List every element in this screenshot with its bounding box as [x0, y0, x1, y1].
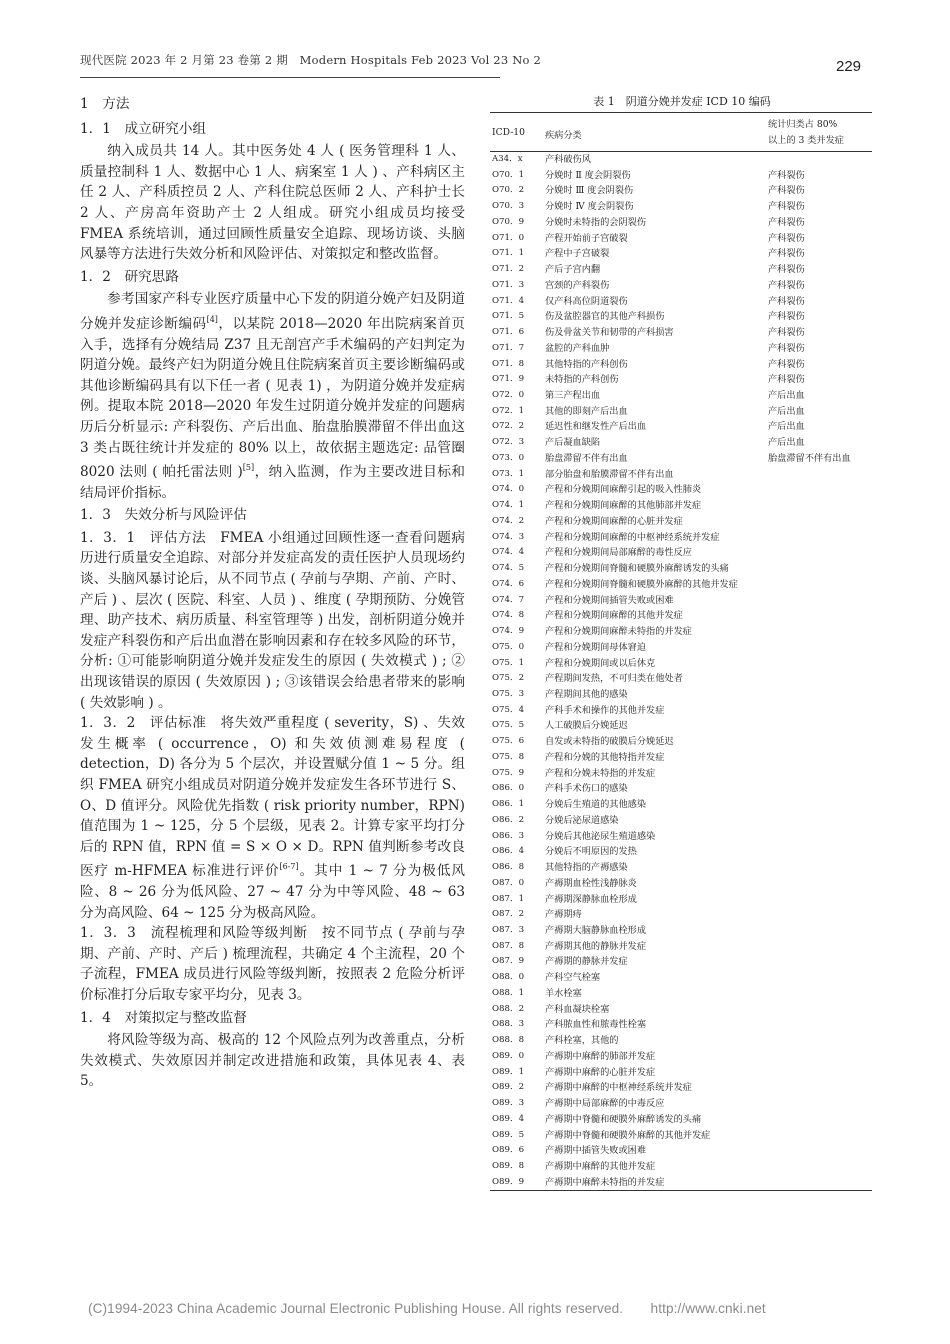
row-code: O87．2: [492, 909, 525, 920]
header-name: 疾病分类: [545, 130, 582, 141]
table-row: [490, 860, 872, 876]
paragraph: 将风险等级为高、极高的 12 个风险点列为改善重点，分析失效模式、失效原因并制定改进措施和政策，具体见表 4、表 5。: [80, 1032, 465, 1090]
row-name: 产褥期中麻醉的中枢神经系统并发症: [545, 1082, 692, 1094]
table-row: [490, 813, 872, 829]
table-row: [490, 372, 872, 388]
table-row: [490, 907, 872, 923]
row-name: 产程和分娩期间脊髓和硬膜外麻醉诱发的头痛: [545, 563, 729, 575]
table-row: [490, 514, 872, 530]
table-row: [490, 482, 872, 498]
row-category: 产后出血: [768, 390, 805, 402]
table-body: [490, 152, 872, 1190]
row-code: O89．1: [492, 1066, 525, 1077]
text-run: ，以某院 2018—2020 年出院病案首页入手，选择有分娩结局 Z37 且无剖宫产手术编码的产妇判定为阴道分娩。最终产妇为阴道分娩且住院病案首页主要诊断编码或其他诊断编码具有以下任一者 ( 见表 1) ，为阴道分娩并发症病例。提取本院 2018—2020 年发生过阴道分娩并发症的问题病历后分析显示: 产科裂伤、产后出血、胎盘胎膜滞留不伴出血这 3 类占既往统计并发症的 80% 以上，故依据主题选定: 品管圈 8020 法则 ( 帕托雷法则 ): [80, 315, 465, 481]
table-row: [490, 168, 872, 184]
table-row: [490, 1175, 872, 1191]
row-code: O75．0: [492, 641, 525, 652]
row-code: O71．8: [492, 358, 525, 369]
table-row: [490, 1049, 872, 1065]
table-row: [490, 1128, 872, 1144]
table-row: [490, 624, 872, 640]
table-row: [490, 545, 872, 561]
table-row: [490, 231, 872, 247]
row-name: 产褥期血栓性浅静脉炎: [545, 877, 637, 889]
table-row: [490, 656, 872, 672]
row-code: O75．2: [492, 673, 525, 684]
row-name: 其他特指的产褥感染: [545, 862, 628, 874]
text-run: 1．3．2 评估标准 将失效严重程度 ( severity，S) 、失效发生概率 ( occurrence，O) 和失效侦测难易程度 ( detection，D) 各分为 5 个层次，并设置赋分值 1 ~ 5 分。组织 FMEA 研究小组成员对阴道分娩并发症发生各环节进行 S、O、D 值评分。风险优先指数 ( risk priority number，RPN) 值范围为 1 ~ 125，分 5 个层级，见表 2。计算专家平均打分后的 RPN 值，RPN 值 = S × O × D。RPN 值判断参考改良医疗 m-HFMEA 标准进行评价: [80, 715, 465, 880]
citation: [5]: [242, 463, 255, 473]
row-code: O74．5: [492, 563, 525, 574]
row-name: 部分胎盘和胎膜滞留不伴有出血: [545, 468, 674, 480]
table-row: [490, 246, 872, 262]
row-code: O72．1: [492, 405, 525, 416]
row-name: 仅产科高位阴道裂伤: [545, 295, 628, 307]
copyright-footer: (C)1994-2023 China Academic Journal Electronic Publishing House. All rights reserved. http://www.cnki.net: [88, 1301, 766, 1316]
row-code: O89．3: [492, 1098, 525, 1109]
table-row: [490, 215, 872, 231]
row-name: 宫颈的产科裂伤: [545, 279, 610, 291]
row-name: 产褥期的静脉并发症: [545, 956, 628, 968]
table-row: [490, 1112, 872, 1128]
row-name: 产褥期中脊髓和硬膜外麻醉诱发的头痛: [545, 1113, 702, 1125]
row-name: 产科栓塞，其他的: [545, 1035, 619, 1047]
row-code: O87．3: [492, 924, 525, 935]
paragraph: 1．3．1 评估方法 FMEA 小组通过回顾性逐一查看问题病历进行质量安全追踪、对部分并发症高发的责任医护人员现场约谈、头脑风暴讨论后，从不同节点 ( 孕前与孕期、产前、产时、产后 ) 、层次 ( 医院、科室、人员 ) 、维度 ( 孕期预防、分娩管理、助产技术、病历质量、科室管理等 ) 出发，剖析阴道分娩并发症产科裂伤和产后出血潜在影响因素和存在较多风险的环节，分析: ①可能影响阴道分娩并发症发生的原因 ( 失效模式 ) ; ②出现该错误的原因 ( 失效原因 ) ; ③该错误会给患者带来的影响 ( 失效影响 ) 。: [80, 529, 465, 711]
row-code: O75．6: [492, 736, 525, 747]
table-caption: 表 1 阴道分娩并发症 ICD 10 编码: [593, 95, 771, 108]
row-code: A34．x: [492, 154, 523, 164]
row-name: 产程期间其他的感染: [545, 688, 628, 700]
row-code: O70．1: [492, 169, 525, 180]
row-name: 产褥期其他的静脉并发症: [545, 940, 647, 952]
row-code: O86．0: [492, 783, 525, 794]
row-code: O86．1: [492, 799, 525, 810]
table-row: [490, 970, 872, 986]
row-code: O88．0: [492, 972, 525, 983]
table-row: [490, 294, 872, 310]
row-name: 其他特指的产科创伤: [545, 358, 628, 370]
table-row: [490, 1159, 872, 1175]
row-name: 分娩时 Ⅱ 度会阴裂伤: [545, 169, 631, 181]
table-row: [490, 1017, 872, 1033]
row-name: 伤及盆腔器官的其他产科损伤: [545, 311, 665, 323]
row-code: O70．2: [492, 185, 525, 196]
row-code: O71．5: [492, 311, 525, 322]
row-name: 产程和分娩的其他特指并发症: [545, 751, 665, 763]
table-row: [490, 766, 872, 782]
row-name: 产程和分娩期间麻醉引起的吸入性肺炎: [545, 484, 702, 496]
row-name: 产程和分娩期间麻醉的中枢神经系统并发症: [545, 531, 720, 543]
row-name: 产褥期痔: [545, 909, 582, 921]
table-row: [490, 278, 872, 294]
table-header: [490, 112, 872, 152]
row-category: 产后出血: [768, 437, 805, 449]
row-code: O74．2: [492, 515, 525, 526]
row-code: O87．8: [492, 940, 525, 951]
row-name: 产科空气栓塞: [545, 972, 601, 984]
table-row: [490, 357, 872, 373]
row-name: 产褥期深静脉血栓形成: [545, 893, 637, 905]
row-name: 产科脓血性和脓毒性栓塞: [545, 1019, 647, 1031]
table-row: [490, 939, 872, 955]
table-row: [490, 829, 872, 845]
table-row: [490, 451, 872, 467]
row-code: O70．3: [492, 201, 525, 212]
row-code: O89．5: [492, 1129, 525, 1140]
row-name: 产后凝血缺陷: [545, 437, 601, 449]
row-name: 产程开始前子宫破裂: [545, 232, 628, 244]
table-row: [490, 687, 872, 703]
row-code: O72．0: [492, 390, 525, 401]
row-category: 产科裂伤: [768, 232, 805, 244]
table-row: [490, 341, 872, 357]
row-name: 伤及骨盆关节和韧带的产科损害: [545, 327, 674, 339]
row-name: 胎盘滞留不伴有出血: [545, 452, 628, 464]
table-row: [490, 325, 872, 341]
row-name: 分娩时未特指的会阴裂伤: [545, 216, 647, 228]
table-row: [490, 419, 872, 435]
row-name: 产褥期中麻醉未特指的并发症: [545, 1176, 665, 1188]
row-name: 产程和分娩期间脊髓和硬膜外麻醉的其他并发症: [545, 578, 738, 590]
row-name: 产程和分娩期间母体窘迫: [545, 641, 647, 653]
row-code: O89．2: [492, 1082, 525, 1093]
row-category: 产科裂伤: [768, 327, 805, 339]
row-name: 分娩时 Ⅳ 度会阴裂伤: [545, 201, 634, 213]
row-name: 分娩后其他泌尿生殖道感染: [545, 830, 656, 842]
paragraph: [80, 289, 465, 503]
row-name: 产褥期大脑静脉血栓形成: [545, 924, 647, 936]
table-row: [490, 388, 872, 404]
row-code: O88．3: [492, 1019, 525, 1030]
table-row: [490, 530, 872, 546]
row-name: 产科手术和操作的其他并发症: [545, 704, 665, 716]
row-name: 产程和分娩未特指的并发症: [545, 767, 656, 779]
row-code: O75．9: [492, 767, 525, 778]
row-name: 产褥期中插管失败或困难: [545, 1145, 647, 1157]
row-code: O89．4: [492, 1113, 525, 1124]
row-code: O86．3: [492, 830, 525, 841]
row-name: 第三产程出血: [545, 390, 601, 402]
row-name: 分娩后泌尿道感染: [545, 814, 619, 826]
row-code: O75．3: [492, 688, 525, 699]
row-category: 产科裂伤: [768, 216, 805, 228]
row-code: O74．1: [492, 500, 525, 511]
table-row: [490, 1080, 872, 1096]
row-name: 自发或未特指的破膜后分娩延迟: [545, 736, 674, 748]
row-code: O87．0: [492, 877, 525, 888]
row-name: 产后子宫内翻: [545, 264, 601, 276]
row-code: O74．8: [492, 610, 525, 621]
row-code: O87．9: [492, 956, 525, 967]
table-row: [490, 923, 872, 939]
row-name: 分娩时 Ⅲ 度会阴裂伤: [545, 185, 634, 197]
row-category: 产科裂伤: [768, 248, 805, 260]
row-category: 产科裂伤: [768, 169, 805, 181]
row-category: 产科裂伤: [768, 342, 805, 354]
table-row: [490, 986, 872, 1002]
row-name: 产褥期中局部麻醉的中毒反应: [545, 1098, 665, 1110]
row-code: O71．4: [492, 295, 525, 306]
body-text-column: [80, 94, 465, 1092]
paragraph: 纳入成员共 14 人。其中医务处 4 人 ( 医务管理科 1 人、质量控制科 1 人、数据中心 1 人、病案室 1 人 ) 、产科病区主任 2 人、产科质控员 2 人、产科住院总医师 2 人、产科护士长 2 人、产房高年资助产士 2 人组成。研究小组成员均接受 FMEA 系统培训，通过回顾性质量安全追踪、现场访谈、头脑风暴等方法进行失效分析和风险评估、对策拟定和整改监督。: [80, 143, 465, 263]
row-code: O88．8: [492, 1035, 525, 1046]
page-number: 229: [836, 58, 862, 75]
row-name: 产褥期中麻醉的肺部并发症: [545, 1050, 656, 1062]
row-code: O71．0: [492, 232, 525, 243]
row-code: O74．6: [492, 578, 525, 589]
table-row: [490, 561, 872, 577]
row-category: 产科裂伤: [768, 264, 805, 276]
row-name: 延迟性和继发性产后出血: [545, 421, 647, 433]
row-name: 分娩后不明原因的发热: [545, 846, 637, 858]
table-bottom-rule: [490, 1190, 872, 1191]
row-name: 产褥期中脊髓和硬膜外麻醉的其他并发症: [545, 1129, 711, 1141]
paragraph: [80, 713, 465, 923]
row-category: 产科裂伤: [768, 311, 805, 323]
row-name: 产程和分娩期间麻醉的其他并发症: [545, 610, 683, 622]
row-category: 产科裂伤: [768, 279, 805, 291]
row-code: O88．1: [492, 987, 525, 998]
row-code: O74．7: [492, 594, 525, 605]
row-code: O74．9: [492, 626, 525, 637]
table-row: [490, 954, 872, 970]
row-name: 分娩后生殖道的其他感染: [545, 799, 647, 811]
row-code: O71．2: [492, 264, 525, 275]
header-category: [768, 117, 844, 149]
header-code: ICD-10: [492, 127, 525, 138]
table-row: [490, 876, 872, 892]
table-row: [490, 1002, 872, 1018]
row-code: O73．0: [492, 452, 525, 463]
table-row: [490, 183, 872, 199]
paragraph: 1．3．3 流程梳理和风险等级判断 按不同节点 ( 孕前与孕期、产前、产时、产后 ) 梳理流程，共确定 4 个主流程，20 个子流程，FMEA 成员进行风险等级判断，按照表 2 危险分析评价标准打分后取专家平均分，见表 3。: [80, 925, 465, 1003]
row-code: O70．9: [492, 216, 525, 227]
subsection-heading: 1．1 成立研究小组: [80, 120, 207, 137]
table-row: [490, 1143, 872, 1159]
row-code: O73．1: [492, 468, 525, 479]
text-run: ，纳入监测，作为主要改进目标和结局评价指标。: [80, 464, 465, 501]
subsection-heading: 1．3 失效分析与风险评估: [80, 507, 247, 524]
table-row: [490, 703, 872, 719]
row-name: 产程和分娩期间或以后休克: [545, 657, 656, 669]
subsection-heading: 1．2 研究思路: [80, 268, 179, 285]
row-code: O72．3: [492, 437, 525, 448]
row-category: 产后出血: [768, 421, 805, 433]
table-row: [490, 844, 872, 860]
row-name: 其他的即刻产后出血: [545, 405, 628, 417]
table-row: [490, 797, 872, 813]
text-run: 。其中 1 ~ 7 分为极低风险、8 ~ 26 分为低风险、27 ~ 47 分为中等风险、48 ~ 63 分为高风险、64 ~ 125 分为极高风险。: [80, 863, 465, 921]
section-heading-methods: 1 方法: [80, 96, 130, 112]
row-name: 产褥期中麻醉的其他并发症: [545, 1161, 656, 1172]
table-row: [490, 1065, 872, 1081]
row-name: 产科血凝块栓塞: [545, 1003, 610, 1015]
row-name: 产程和分娩期间麻醉的心脏并发症: [545, 515, 683, 527]
row-code: O71．6: [492, 327, 525, 338]
table-row: [490, 734, 872, 750]
row-name: 人工破膜后分娩延迟: [545, 720, 628, 732]
row-code: O89．0: [492, 1050, 525, 1061]
table-row: [490, 404, 872, 420]
row-category: 产科裂伤: [768, 295, 805, 307]
row-name: 羊水栓塞: [545, 987, 582, 999]
row-name: 产程中子宫破裂: [545, 248, 610, 260]
row-code: O75．1: [492, 657, 525, 668]
row-code: O71．9: [492, 374, 525, 385]
row-code: O71．7: [492, 342, 525, 353]
table-row: [490, 309, 872, 325]
table-row: [490, 199, 872, 215]
row-name: 未特指的产科创伤: [545, 374, 619, 386]
row-code: O75．5: [492, 720, 525, 731]
table-row: [490, 152, 872, 168]
table-row: [490, 577, 872, 593]
row-category: 产科裂伤: [768, 185, 805, 197]
row-code: O87．1: [492, 893, 525, 904]
row-code: O75．8: [492, 751, 525, 762]
row-code: O74．4: [492, 547, 525, 558]
citation: [4]: [206, 314, 218, 324]
row-name: 产程和分娩期间局部麻醉的毒性反应: [545, 547, 692, 559]
header-category-line: 以上的 3 类并发症: [768, 135, 844, 146]
row-name: 产程和分娩期间麻醉的其他肺部并发症: [545, 500, 702, 512]
row-code: O72．2: [492, 421, 525, 432]
citation: [6-7]: [279, 862, 299, 872]
row-category: 胎盘滞留不伴有出血: [768, 452, 851, 464]
row-category: 产后出血: [768, 405, 805, 417]
table-row: [490, 892, 872, 908]
row-name: 产科破伤风: [545, 154, 591, 165]
header-rule: [80, 77, 500, 78]
table-row: [490, 498, 872, 514]
row-code: O71．3: [492, 279, 525, 290]
row-code: O86．4: [492, 846, 525, 857]
row-category: 产科裂伤: [768, 374, 805, 386]
table-row: [490, 781, 872, 797]
table-row: [490, 750, 872, 766]
row-name: 产褥期中麻醉的心脏并发症: [545, 1066, 656, 1078]
running-header: 现代医院 2023 年 2 月第 23 卷第 2 期 Modern Hospitals Feb 2023 Vol 23 No 2: [80, 53, 541, 67]
header-category-line: 统计归类占 80%: [768, 119, 838, 130]
table-row: [490, 671, 872, 687]
row-name: 盆腔的产科血肿: [545, 342, 610, 354]
row-category: 产科裂伤: [768, 358, 805, 370]
table-row: [490, 467, 872, 483]
text-run: 参考国家产科专业医疗质量中心下发的阴道分娩产妇及阴道分娩并发症诊断编码: [80, 291, 465, 332]
table-row: [490, 718, 872, 734]
row-code: O89．8: [492, 1161, 525, 1171]
row-code: O88．2: [492, 1003, 525, 1014]
row-code: O71．1: [492, 248, 525, 259]
row-code: O89．6: [492, 1145, 525, 1156]
row-name: 产科手术伤口的感染: [545, 783, 628, 795]
row-code: O75．4: [492, 704, 525, 715]
table-row: [490, 593, 872, 609]
row-code: O74．0: [492, 484, 525, 495]
row-name: 产程和分娩期间麻醉未特指的并发症: [545, 626, 692, 638]
table-row: [490, 262, 872, 278]
icd-table: [490, 112, 872, 1191]
row-code: O74．3: [492, 531, 525, 542]
table-row: [490, 1096, 872, 1112]
table-row: [490, 1033, 872, 1049]
table-row: [490, 435, 872, 451]
row-name: 产程期间发热，不可归类在他处者: [545, 673, 683, 685]
row-category: 产科裂伤: [768, 201, 805, 213]
table-row: [490, 640, 872, 656]
row-code: O86．8: [492, 862, 525, 873]
subsection-heading: 1．4 对策拟定与整改监督: [80, 1009, 247, 1026]
row-name: 产程和分娩期间插管失败或困难: [545, 594, 674, 606]
row-code: O86．2: [492, 814, 525, 825]
table-row: [490, 608, 872, 624]
row-code: O89．9: [492, 1176, 525, 1187]
